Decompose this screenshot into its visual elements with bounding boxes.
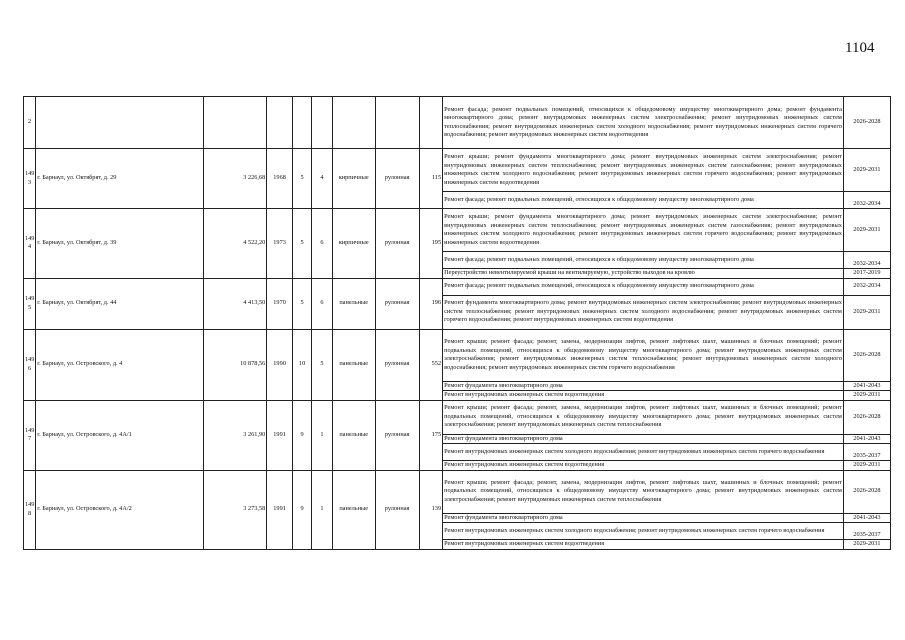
work-description: Ремонт внутридомовых инженерных систем холодного водоснабжения; ремонт внутридомовых инженерных систем горячего водоснабжения	[443, 523, 844, 540]
total-area: 10 878,56	[203, 329, 266, 400]
record-number: 149 7	[24, 400, 36, 470]
work-period: 2017-2019	[843, 269, 890, 279]
work-description: Ремонт крыши; ремонт фундамента многоквартирного дома; ремонт внутридомовых инженерных систем электроснабжения; ремонт внутридомовых инженерных систем теплоснабжения; ремонт внутридомовых инженерных систем газоснабжения; ремонт внутридомовых инженерных систем холодного водоснабжения; ремонт внутридомовых инженерных систем горячего водоснабжения; ремонт внутридомовых инженерных систем водоотведения	[443, 209, 844, 252]
work-description: Ремонт крыши; ремонт фасада; ремонт, замена, модернизация лифтов, ремонт лифтовых шахт, машинных и блочных помещений; ремонт подвальных помещений, относящихся к общедомовому имуществу многоквартирного дома; ремонт внутридомовых инженерных систем электроснабжения; ремонт внутридомовых инженерных систем теплоснабжения	[443, 470, 844, 513]
table-row	[24, 278, 891, 295]
work-period: 2029-2031	[843, 295, 890, 329]
work-description: Ремонт фундамента многоквартирного дома	[443, 381, 844, 391]
work-description: Ремонт крыши; ремонт фундамента многоквартирного дома; ремонт внутридомовых инженерных систем электроснабжения; ремонт внутридомовых инженерных систем теплоснабжения; ремонт внутридомовых инженерных систем газоснабжения; ремонт внутридомовых инженерных систем холодного водоснабжения; ремонт внутридомовых инженерных систем горячего водоснабжения; ремонт внутридомовых инженерных систем водоотведения	[443, 149, 844, 192]
floor-count: 5	[292, 149, 311, 209]
work-period: 2032-2034	[843, 252, 890, 269]
work-description: Ремонт крыши; ремонт фасада; ремонт, замена, модернизация лифтов, ремонт лифтовых шахт, машинных и блочных помещений; ремонт подвальных помещений, относящихся к общедомовому имуществу многоквартирного дома; ремонт внутридомовых инженерных систем электроснабжения; ремонт внутридомовых инженерных систем теплоснабжения	[443, 400, 844, 434]
wall-material: панельные	[332, 400, 375, 470]
floor-count: 5	[292, 209, 311, 279]
work-period: 2041-2043	[843, 434, 890, 444]
entrance-count: 4	[312, 149, 332, 209]
work-description: Ремонт внутридомовых инженерных систем холодного водоснабжения; ремонт внутридомовых инженерных систем горячего водоснабжения	[443, 444, 844, 461]
work-period: 2026-2028	[843, 470, 890, 513]
house-address: г. Барнаул, ул. Октябрят, д. 39	[36, 209, 204, 279]
work-period: 2029-2031	[843, 540, 890, 550]
entrance-count: 1	[312, 400, 332, 470]
roof-type: рулонная	[375, 149, 419, 209]
work-description: Ремонт фасада; ремонт подвальных помещений, относящихся к общедомовому имуществу многоквартирного дома	[443, 252, 844, 269]
record-number: 149 4	[24, 209, 36, 279]
build-year: 1973	[267, 209, 293, 279]
work-period: 2041-2043	[843, 381, 890, 391]
build-year: 1968	[267, 149, 293, 209]
wall-material: кирпичные	[332, 209, 375, 279]
table-row	[24, 400, 891, 434]
resident-count: 195	[419, 209, 443, 279]
record-number: 149 5	[24, 278, 36, 329]
wall-material	[332, 97, 375, 149]
work-period: 2035-2037	[843, 523, 890, 540]
wall-material: панельные	[332, 470, 375, 549]
roof-type	[375, 97, 419, 149]
capital-repair-table	[23, 96, 891, 550]
work-period: 2029-2031	[843, 391, 890, 401]
work-period: 2032-2034	[843, 278, 890, 295]
build-year: 1970	[267, 278, 293, 329]
floor-count: 10	[292, 329, 311, 400]
record-number: 149 3	[24, 149, 36, 209]
resident-count: 175	[419, 400, 443, 470]
build-year: 1991	[267, 400, 293, 470]
table-row	[24, 209, 891, 252]
work-description: Ремонт фасада; ремонт подвальных помещений, относящихся к общедомовому имуществу многоквартирного дома	[443, 278, 844, 295]
work-period: 2029-2031	[843, 149, 890, 192]
record-number: 149 8	[24, 470, 36, 549]
table-row	[24, 329, 891, 381]
resident-count: 552	[419, 329, 443, 400]
record-number: 149 6	[24, 329, 36, 400]
entrance-count: 6	[312, 278, 332, 329]
build-year: 1991	[267, 470, 293, 549]
house-address: г. Барнаул, ул. Октябрят, д. 29	[36, 149, 204, 209]
total-area: 3 261,90	[203, 400, 266, 470]
work-description: Ремонт фундамента многоквартирного дома	[443, 513, 844, 523]
floor-count: 9	[292, 400, 311, 470]
work-period: 2035-2037	[843, 444, 890, 461]
work-period: 2026-2028	[843, 400, 890, 434]
wall-material: панельные	[332, 278, 375, 329]
entrance-count	[312, 97, 332, 149]
work-description: Ремонт фундамента многоквартирного дома	[443, 434, 844, 444]
resident-count: 115	[419, 149, 443, 209]
floor-count: 9	[292, 470, 311, 549]
work-period: 2041-2043	[843, 513, 890, 523]
wall-material: панельные	[332, 329, 375, 400]
record-number: 2	[24, 97, 36, 149]
work-period: 2026-2028	[843, 329, 890, 381]
roof-type: рулонная	[375, 470, 419, 549]
work-description: Ремонт фасада; ремонт подвальных помещений, относящихся к общедомовому имуществу многоквартирного дома	[443, 192, 844, 209]
house-address: г. Барнаул, ул. Островского, д. 4	[36, 329, 204, 400]
work-description: Ремонт внутридомовых инженерных систем водоотведения	[443, 391, 844, 401]
floor-count: 5	[292, 278, 311, 329]
page-number: 1104	[845, 40, 875, 56]
total-area: 3 273,58	[203, 470, 266, 549]
house-address: г. Барнаул, ул. Островского, д. 4А/2	[36, 470, 204, 549]
roof-type: рулонная	[375, 278, 419, 329]
table-row	[24, 97, 891, 149]
entrance-count: 6	[312, 209, 332, 279]
resident-count: 196	[419, 278, 443, 329]
roof-type: рулонная	[375, 209, 419, 279]
work-description: Переустройство невентилируемой крыши на вентилируемую, устройство выходов на кровлю	[443, 269, 844, 279]
house-address	[36, 97, 204, 149]
resident-count	[419, 97, 443, 149]
wall-material: кирпичные	[332, 149, 375, 209]
resident-count: 139	[419, 470, 443, 549]
work-period: 2026-2028	[843, 97, 890, 149]
work-period: 2032-2034	[843, 192, 890, 209]
floor-count	[292, 97, 311, 149]
work-period: 2029-2031	[843, 209, 890, 252]
total-area: 4 413,50	[203, 278, 266, 329]
work-description: Ремонт внутридомовых инженерных систем водоотведения	[443, 461, 844, 471]
build-year: 1990	[267, 329, 293, 400]
work-description: Ремонт внутридомовых инженерных систем водоотведения	[443, 540, 844, 550]
house-address: г. Барнаул, ул. Октябрят, д. 44	[36, 278, 204, 329]
work-description: Ремонт крыши; ремонт фасада; ремонт, замена, модернизация лифтов, ремонт лифтовых шахт, машинных и блочных помещений; ремонт подвальных помещений, относящихся к общедомовому имуществу многоквартирного дома; ремонт внутридомовых инженерных систем электроснабжения; ремонт внутридомовых инженерных систем теплоснабжения; ремонт внутридомовых инженерных систем холодного водоснабжения; ремонт внутридомовых инженерных систем горячего водоснабжения	[443, 329, 844, 381]
roof-type: рулонная	[375, 400, 419, 470]
build-year	[267, 97, 293, 149]
entrance-count: 5	[312, 329, 332, 400]
table-row	[24, 149, 891, 192]
table-row	[24, 470, 891, 513]
entrance-count: 1	[312, 470, 332, 549]
house-address: г. Барнаул, ул. Островского, д. 4А/1	[36, 400, 204, 470]
total-area: 3 226,68	[203, 149, 266, 209]
roof-type: рулонная	[375, 329, 419, 400]
work-period: 2029-2031	[843, 461, 890, 471]
total-area	[203, 97, 266, 149]
work-description: Ремонт фасада; ремонт подвальных помещений, относящихся к общедомовому имуществу многоквартирного дома; ремонт фундамента многоквартирного дома; ремонт внутридомовых инженерных систем электроснабжения; ремонт внутридомовых инженерных систем теплоснабжения; ремонт внутридомовых инженерных систем холодного водоснабжения; ремонт внутридомовых инженерных систем горячего водоснабжения; ремонт внутридомовых инженерных систем водоотведения	[443, 97, 844, 149]
total-area: 4 522,20	[203, 209, 266, 279]
work-description: Ремонт фундамента многоквартирного дома; ремонт внутридомовых инженерных систем электроснабжения; ремонт внутридомовых инженерных систем теплоснабжения; ремонт внутридомовых инженерных систем холодного водоснабжения; ремонт внутридомовых инженерных систем горячего водоснабжения; ремонт внутридомовых инженерных систем водоотведения	[443, 295, 844, 329]
